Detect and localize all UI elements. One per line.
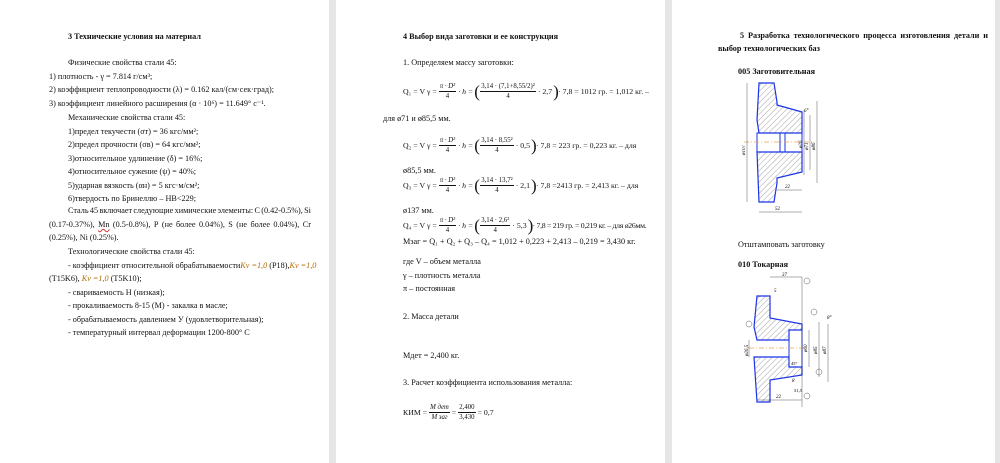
- dim-label: 37: [782, 273, 787, 278]
- word: 0.04%),: [198, 220, 225, 229]
- word: более: [250, 220, 270, 229]
- fraction: [480, 216, 510, 235]
- word: более: [176, 220, 196, 229]
- text-line: (0.25%), Ni (0.25%).: [49, 233, 119, 242]
- section-title-line-1: [740, 31, 988, 41]
- text-line: Технологические свойства стали 45:: [68, 247, 195, 256]
- numerator: M дет: [430, 404, 449, 411]
- formula-result: · 7,8 =2413 гр. = 2,413 кг. – для: [536, 181, 639, 190]
- paren: ): [553, 81, 559, 101]
- numerator: 3,14 · 8,55²: [481, 137, 513, 144]
- kv-value: Kv =1,0: [289, 261, 317, 270]
- section-title: 4 Выбор вида заготовки и ее конструкция: [403, 32, 559, 41]
- formula-q1: [403, 82, 649, 101]
- numerator: 2,400: [459, 404, 475, 411]
- formula-lhs: Q₁ = V γ =: [403, 87, 437, 96]
- text-line: Физические свойства стали 45:: [68, 58, 177, 67]
- paren: ): [527, 215, 534, 235]
- page-2: [336, 0, 665, 463]
- dim-label: ø71: [805, 142, 810, 150]
- dim-label: 45°: [791, 361, 798, 366]
- dim-label: 8: [792, 379, 795, 384]
- section-title-line-2: выбор технологических баз: [718, 44, 820, 53]
- page-1: [0, 0, 329, 463]
- text-line: - свариваемость Н (низкая);: [68, 288, 165, 297]
- paren: (: [474, 81, 480, 101]
- text-line: 4)относительное сужение (ψ) = 40%;: [68, 167, 197, 176]
- mass-sum: Mзаг = Q₁ + Q₂ + Q₃ – Q₄ = 1,012 + 0,223 + 2,413 – 0,219 = 3,430 кг.: [403, 237, 636, 246]
- text-line: 5)ударная вязкость (αн) = 5 кгс·м/см²;: [68, 181, 200, 190]
- text-line: 1)предел текучести (σт) = 36 кгс/мм²;: [68, 127, 199, 136]
- word: детали: [953, 31, 980, 40]
- fraction: [458, 403, 475, 422]
- fraction: [480, 176, 514, 195]
- text-line: 2) коэффициент теплопроводности (λ) = 0.162 кал/(см·сек·град);: [49, 85, 275, 94]
- operation-title: 010 Токарная: [738, 260, 788, 269]
- fraction: [429, 403, 450, 422]
- text-line: для ø71 и ø85,5 мм.: [383, 114, 451, 123]
- text-line: где V – объем металла: [403, 257, 481, 266]
- word: Si: [304, 206, 311, 215]
- dim-label: 22: [785, 185, 790, 190]
- formula-kim: [403, 403, 494, 422]
- formula-result: = 0,7: [477, 408, 494, 417]
- dim-label: ø26,5: [745, 344, 750, 356]
- page-3: [672, 0, 995, 463]
- dim-label: 8°: [827, 316, 832, 321]
- numerator: π · D²: [439, 137, 456, 144]
- text-line: π – постоянная: [403, 284, 455, 293]
- kv-value: Kv =1,0: [81, 274, 109, 283]
- word: (не: [161, 220, 173, 229]
- formula-text: · 5,3: [512, 221, 527, 230]
- paren: ): [531, 135, 537, 155]
- formula-lhs: Q₃ = V γ =: [403, 181, 437, 190]
- fraction: [480, 136, 514, 155]
- formula-text: · h =: [458, 141, 474, 150]
- text: (P18),: [269, 261, 290, 270]
- bore: [757, 133, 802, 152]
- dim-label: 6°: [804, 109, 809, 114]
- operation-title: 005 Заготовительная: [738, 67, 816, 76]
- word: Mn: [98, 220, 110, 229]
- text-line: 1. Определяем массу заготовки:: [403, 58, 514, 67]
- word: 5: [740, 31, 745, 40]
- section-bottom: [757, 152, 802, 202]
- operation-description: Отштамповать заготовку: [738, 240, 825, 249]
- text-line: γ – плотность металла: [403, 271, 481, 280]
- formula-result: · 7,8 = 219 гр. = 0,219 кг. – для ø26мм.: [532, 221, 647, 230]
- numerator: π · D²: [439, 83, 456, 90]
- formula-q2: [403, 136, 636, 155]
- numerator: 3,14 · (7,1+8,55/2)²: [481, 83, 535, 90]
- chem-line-2: [49, 220, 311, 230]
- turning-drawing: [744, 272, 834, 407]
- paren: (: [474, 135, 480, 155]
- word: Разработка: [747, 31, 790, 40]
- fraction: [480, 82, 536, 101]
- dim-label: ø26: [799, 140, 804, 148]
- equals: =: [451, 408, 457, 417]
- word: (0.42-0.5%),: [261, 206, 303, 215]
- word: химические: [174, 206, 217, 215]
- formula-text: · 2,7: [537, 87, 553, 96]
- text-line: - температурный интервал деформации 1200-800° С: [68, 328, 250, 337]
- kv-value: Kv =1,0: [240, 261, 268, 270]
- formula-lhs: Q₂ = V γ =: [403, 141, 437, 150]
- text-line: 3)относительное удлинение (δ) = 16%;: [68, 154, 203, 163]
- formula-result: · 7,8 = 1012 гр. = 1,012 кг. –: [558, 87, 650, 96]
- text: (T15K6),: [49, 274, 80, 283]
- denominator: 4: [445, 93, 450, 100]
- formula-text: · h =: [458, 181, 474, 190]
- denominator: 4: [506, 93, 510, 100]
- word: Cr: [302, 220, 311, 229]
- word: технологического: [793, 31, 860, 40]
- word: следующие: [133, 206, 174, 215]
- word: (0.5-0.8%),: [112, 220, 151, 229]
- word: P: [153, 220, 159, 229]
- dim-label: 22: [776, 395, 781, 400]
- formula-text: · 2,1: [515, 181, 530, 190]
- word: изготовления: [900, 31, 951, 40]
- section-top: [754, 296, 802, 340]
- formula-lhs: Q₄ = V γ =: [403, 221, 437, 230]
- blank-drawing: [742, 80, 822, 222]
- numerator: 3,14 · 2,6²: [481, 217, 510, 224]
- text: - коэффициент относительной обрабатываемости: [68, 261, 241, 270]
- word: элементы:: [217, 206, 254, 215]
- formula-result: · 7,8 = 223 гр. = 0,223 кг. – для: [536, 141, 637, 150]
- denominator: 4: [445, 147, 450, 154]
- machinability-line-2: [49, 274, 142, 284]
- formula-lhs: КИМ =: [403, 408, 428, 417]
- text-line: - прокаливаемость 8-15 (М) - закалка в масле;: [68, 301, 228, 310]
- dim-label: ø85: [814, 346, 819, 354]
- text-line: 3) коэффициент линейного расширения (α · 10⁶) = 11.649° с⁻¹.: [49, 99, 266, 108]
- denominator: 4: [445, 227, 450, 234]
- fraction: [439, 136, 456, 155]
- fraction: [439, 82, 456, 101]
- text-line: 1) плотность - γ = 7.814 г/см³;: [49, 72, 153, 81]
- text-line: ø137 мм.: [403, 206, 434, 215]
- formula-text: · h =: [458, 87, 474, 96]
- word: (не: [236, 220, 248, 229]
- machinability-line: [68, 261, 317, 271]
- word: (0.17-0.37%),: [49, 220, 95, 229]
- text-line: 3. Расчет коэффициента использования металла:: [403, 378, 573, 387]
- dim-label: ø107: [742, 145, 747, 155]
- formula-q3: [403, 176, 638, 195]
- word: включает: [99, 206, 133, 215]
- numerator: π · D²: [439, 217, 456, 224]
- text-line: Механические свойства стали 45:: [68, 113, 186, 122]
- dim-label: 52: [775, 207, 780, 212]
- chem-line-1: [68, 206, 311, 216]
- word: 45: [89, 206, 99, 215]
- word: C: [254, 206, 260, 215]
- word: Сталь: [68, 206, 89, 215]
- fraction: [439, 176, 456, 195]
- text-line: 6)твердость по Бринеллю – HB<229;: [68, 194, 197, 203]
- text-line: ø85,5 мм.: [403, 166, 436, 175]
- text-line: 2. Масса детали: [403, 312, 459, 321]
- denominator: M заг: [431, 414, 448, 421]
- word: S: [228, 220, 233, 229]
- denominator: 3,430: [459, 414, 475, 421]
- dim-label: ø87: [823, 346, 828, 354]
- formula-text: · 0,5: [515, 141, 530, 150]
- denominator: 4: [445, 187, 450, 194]
- formula-q4: [403, 216, 646, 235]
- section-title: 3 Технические условия на материал: [68, 32, 201, 41]
- numerator: π · D²: [439, 177, 456, 184]
- denominator: 4: [495, 187, 499, 194]
- fraction: [439, 216, 456, 235]
- formula-text: · h =: [458, 221, 474, 230]
- dim-label: ø60: [804, 344, 809, 352]
- dim-label: 5: [774, 289, 777, 294]
- paren: (: [474, 215, 480, 235]
- word: процесса: [863, 31, 897, 40]
- denominator: 4: [495, 147, 499, 154]
- paren: ): [531, 175, 537, 195]
- denominator: 4: [493, 227, 497, 234]
- text-line: - обрабатываемость давлением У (удовлетворительная);: [68, 315, 264, 324]
- word: 0.04%),: [273, 220, 300, 229]
- section-top: [757, 83, 802, 133]
- text-line: Mдет = 2,400 кг.: [403, 351, 460, 360]
- text: (T5K10);: [110, 274, 142, 283]
- dim-label: ø86: [812, 142, 817, 150]
- dim-label: 51,5: [794, 388, 802, 393]
- numerator: 3,14 · 13,7²: [481, 177, 513, 184]
- word: и: [983, 31, 988, 40]
- paren: (: [474, 175, 480, 195]
- text-line: 2)предел прочности (σв) = 64 кгс/мм²;: [68, 140, 201, 149]
